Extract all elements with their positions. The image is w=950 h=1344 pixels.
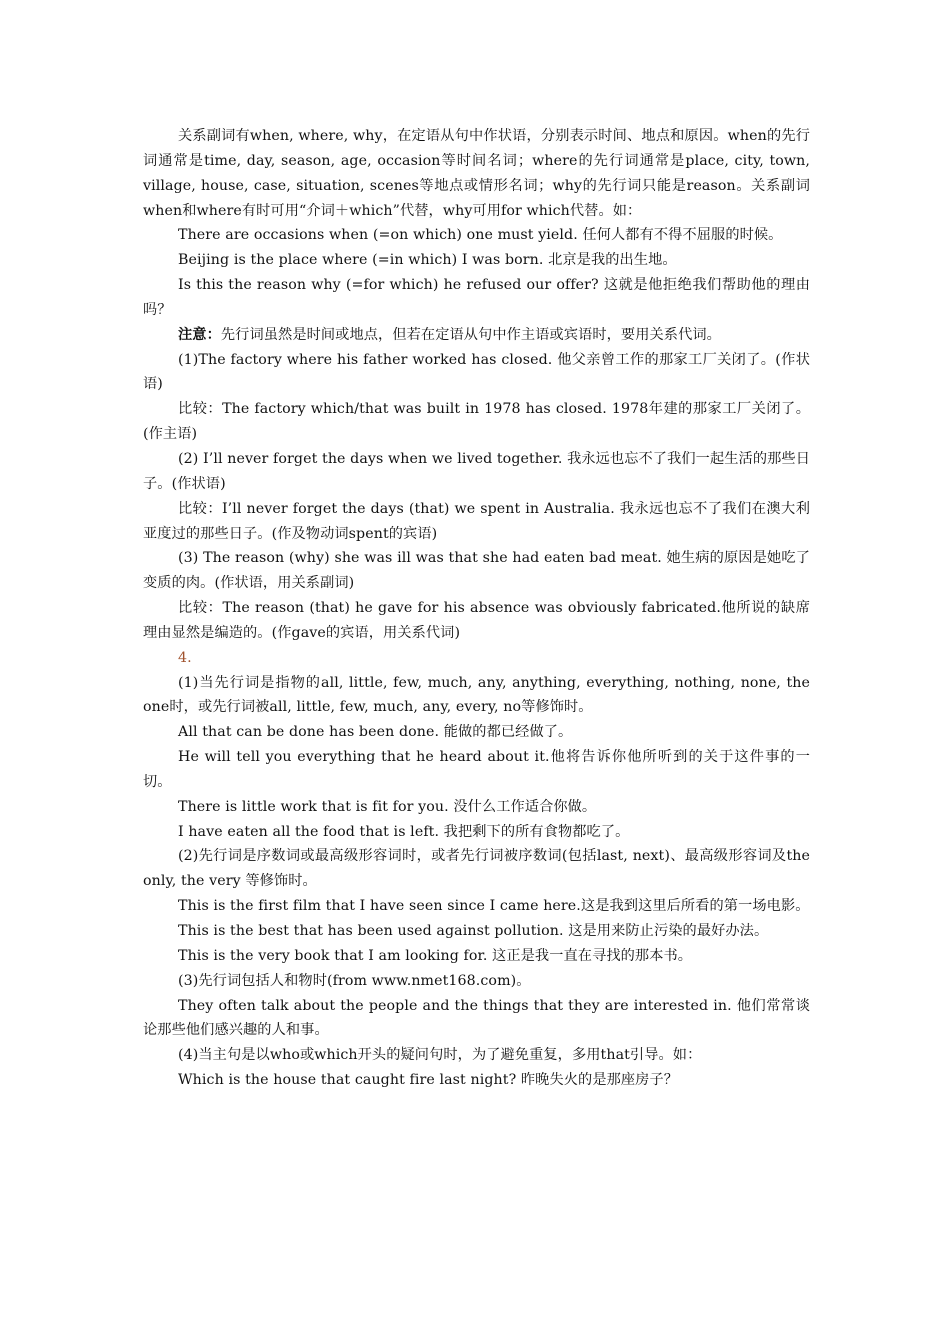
example-occasions: There are occasions when (=on which) one must yield. 任何人都有不得不屈服的时候。 (178, 227, 783, 244)
note-paragraph (143, 323, 810, 348)
document-body (143, 124, 810, 1093)
example-house-fire: Which is the house that caught fire last night? 昨晚失火的是那座房子？ (178, 1072, 679, 1089)
note-label: 注意： (178, 326, 221, 343)
rule-3: (3)先行词包括人和物时(from www.nmet168.com)。 (178, 972, 531, 989)
paragraph-relative-adverbs: 关系副词有when, where, why，在定语从句中作状语，分别表示时间、地点和原因。when的先行词通常是time, day, season, age, occasion等时间名词；where的先行词通常是place, city, town, village, house, case, situation, scenes等地点或情形名词；why的先行词只能是reason。关系副词when和where有时可用“介词＋which”代替，why可用for which代替。如： (143, 128, 810, 219)
example-little-work: There is little work that is fit for you. 没什么工作适合你做。 (178, 798, 597, 815)
section-number: 4. (178, 649, 192, 666)
example-all-done: All that can be done has been done. 能做的都已经做了。 (178, 724, 573, 741)
rule-1: (1)当先行词是指物的all, little, few, much, any, anything, everything, nothing, none, the one时，或先行词被all, little, few, much, any, every, no等修饰时。 (143, 674, 810, 716)
example-all-food: I have eaten all the food that is left. 我把剩下的所有食物都吃了。 (178, 823, 630, 840)
compare-factory-which: 比较：The factory which/that was built in 1978 has closed. 1978年建的那家工厂关闭了。(作主语) (143, 401, 810, 443)
example-days-when: (2) I’ll never forget the days when we lived together. 我永远也忘不了我们一起生活的那些日子。(作状语) (143, 450, 810, 492)
example-best: This is the best that has been used against pollution. 这是用来防止污染的最好办法。 (178, 923, 769, 939)
example-beijing: Beijing is the place where (=in which) I was born. 北京是我的出生地。 (178, 252, 677, 269)
rule-4: (4)当主句是以who或which开头的疑问句时，为了避免重复，多用that引导。如： (178, 1047, 702, 1064)
compare-days-that: 比较：I’ll never forget the days (that) we spent in Australia. 我永远也忘不了我们在澳大利亚度过的那些日子。(作及物动词spent的宾语) (143, 500, 810, 542)
rule-2: (2)先行词是序数词或最高级形容词时，或者先行词被序数词(包括last, next)、最高级形容词及the only, the very 等修饰时。 (143, 848, 810, 890)
compare-reason-absence: 比较：The reason (that) he gave for his absence was obviously fabricated.他所说的缺席理由显然是编造的。(作gave的宾语，用关系代词) (143, 600, 810, 641)
example-everything: He will tell you everything that he heard about it.他将告诉你他所听到的关于这件事的一切。 (143, 749, 810, 790)
example-reason-ill: (3) The reason (why) she was ill was that she had eaten bad meat. 她生病的原因是她吃了变质的肉。(作状语，用关系副词) (143, 550, 810, 592)
example-reason-why: Is this the reason why (=for which) he refused our offer? 这就是他拒绝我们帮助他的理由吗？ (143, 277, 810, 318)
example-factory-where: (1)The factory where his father worked has closed. 他父亲曾工作的那家工厂关闭了。(作状语) (143, 351, 810, 393)
example-very-book: This is the very book that I am looking for. 这正是我一直在寻找的那本书。 (178, 947, 693, 964)
example-first-film: This is the first film that I have seen since I came here.这是我到这里后所看的第一场电影。 (178, 898, 810, 915)
example-people-things: They often talk about the people and the things that they are interested in. 他们常常谈论那些他们感兴趣的人和事。 (143, 997, 810, 1039)
note-text: 先行词虽然是时间或地点，但若在定语从句中作主语或宾语时，要用关系代词。 (220, 326, 721, 343)
